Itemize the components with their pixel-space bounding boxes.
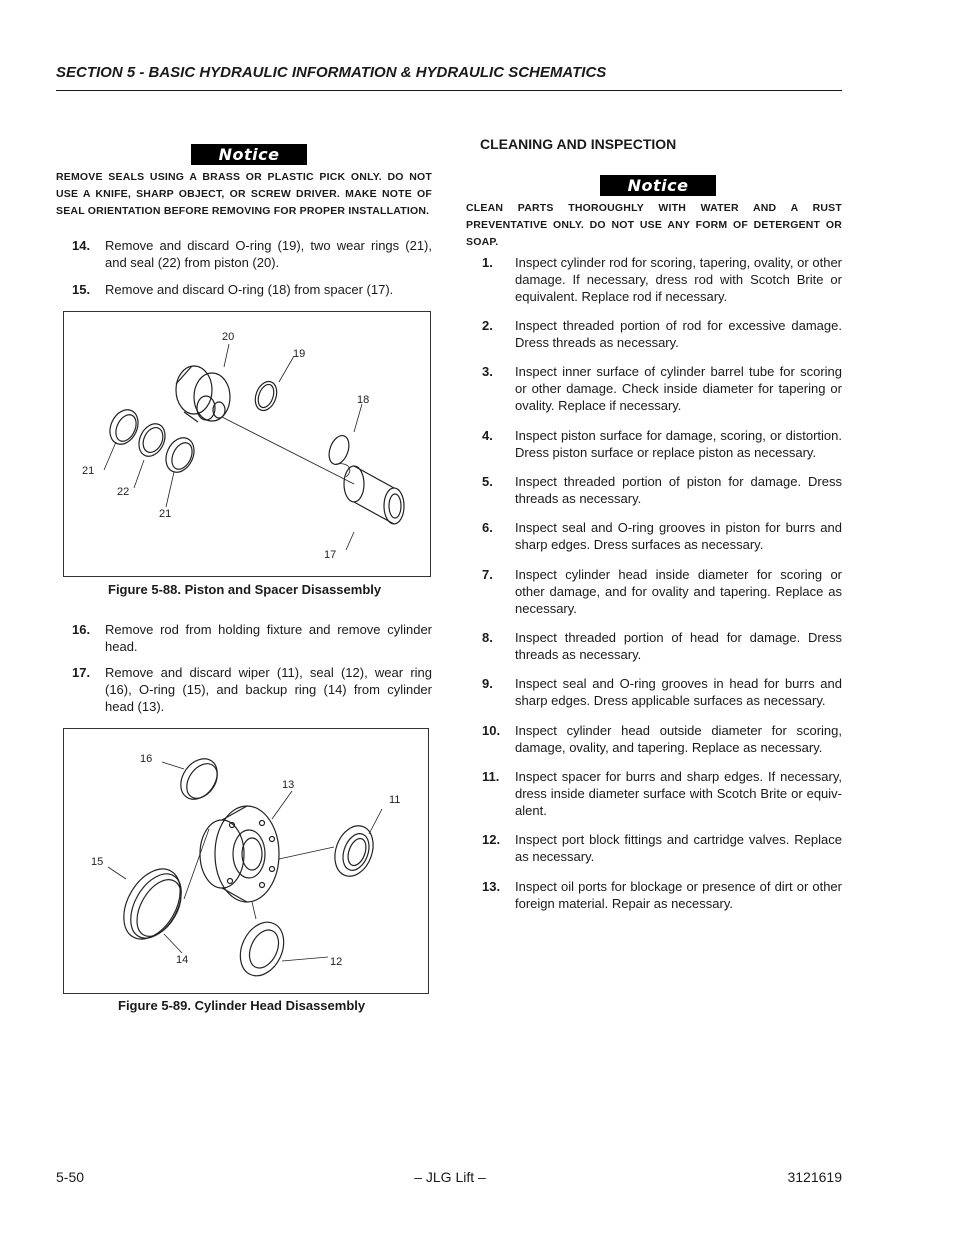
step-text: Inspect spacer for burrs and sharp edges. If necessary, dress inside diameter surface with Scotch Brite or equiv-alent. xyxy=(515,769,842,818)
figure-88-caption: Figure 5-88. Piston and Spacer Disassembly xyxy=(108,582,382,597)
step-text: Inspect piston surface for damage, scoring, or distortion. Dress piston surface or replace piston as necessary. xyxy=(515,428,842,460)
notice-badge-right: Notice xyxy=(600,175,716,196)
label-21-left: 21 xyxy=(82,465,95,477)
label-15: 15 xyxy=(91,856,104,868)
step-number: 6. xyxy=(482,520,493,535)
label-21-right: 21 xyxy=(159,508,172,520)
step-number: 5. xyxy=(482,474,493,489)
inspect-step-11 xyxy=(482,768,842,819)
cleaning-inspection-heading: CLEANING AND INSPECTION xyxy=(480,136,677,152)
label-22: 22 xyxy=(117,486,130,498)
step-text: Inspect cylinder head inside diameter for scoring or other damage, and for ovality and tapering. Replace as necessary. xyxy=(515,567,842,616)
inspect-step-12 xyxy=(482,831,842,865)
label-12: 12 xyxy=(330,956,343,968)
cylinder-head-drawing xyxy=(64,729,428,993)
step-number: 9. xyxy=(482,676,493,691)
doc-number: 3121619 xyxy=(787,1169,842,1185)
label-14: 14 xyxy=(176,954,189,966)
step-number: 12. xyxy=(482,832,501,847)
section-header xyxy=(56,64,842,91)
step-number: 13. xyxy=(482,879,501,894)
label-16: 16 xyxy=(140,753,153,765)
inspect-step-4 xyxy=(482,427,842,461)
step-number: 17. xyxy=(72,665,91,680)
figure-89-caption: Figure 5-89. Cylinder Head Disassembly xyxy=(118,998,366,1013)
inspect-step-1 xyxy=(482,254,842,305)
step-text: Inspect seal and O-ring grooves in piston for burrs and sharp edges. Dress surfaces as necessary. xyxy=(515,520,842,552)
inspect-step-5 xyxy=(482,473,842,507)
step-text: Remove and discard O-ring (18) from spacer (17). xyxy=(105,282,394,297)
label-17: 17 xyxy=(324,549,337,561)
step-text: Inspect inner surface of cylinder barrel tube for scoring or other damage. Check inside diameter for tapering or ovality. Replace if necessary. xyxy=(515,364,842,413)
label-13: 13 xyxy=(282,779,295,791)
section-title: SECTION 5 - BASIC HYDRAULIC INFORMATION & HYDRAULIC SCHEMATICS xyxy=(56,64,607,81)
piston-spacer-drawing xyxy=(64,312,430,576)
step-number: 14. xyxy=(72,238,91,253)
inspect-step-13 xyxy=(482,878,842,912)
notice-text-left: REMOVE SEALS USING A BRASS OR PLASTIC PICK ONLY. DO NOT USE A KNIFE, SHARP OBJECT, OR SCREW DRIVER. MAKE NOTE OF SEAL ORIENTATION BEFORE REMOVING FOR PROPER INSTALLATION. xyxy=(56,171,432,217)
step-number: 7. xyxy=(482,567,493,582)
inspect-step-6 xyxy=(482,519,842,553)
step-number: 3. xyxy=(482,364,493,379)
step-text: Inspect threaded portion of rod for excessive damage. Dress threads as necessary. xyxy=(515,318,842,350)
step-17 xyxy=(72,664,432,715)
step-text: Inspect threaded portion of head for damage. Dress threads as necessary. xyxy=(515,630,842,662)
step-text: Remove and discard O-ring (19), two wear rings (21), and seal (22) from piston (20). xyxy=(105,238,432,270)
step-number: 8. xyxy=(482,630,493,645)
step-text: Remove and discard wiper (11), seal (12), wear ring (16), O-ring (15), and backup ring (14) from cylinder head (13). xyxy=(105,665,432,714)
label-19: 19 xyxy=(293,348,306,360)
step-15 xyxy=(72,281,432,298)
step-text: Remove rod from holding fixture and remove cylinder head. xyxy=(105,622,432,654)
notice-badge-left: Notice xyxy=(191,144,307,165)
label-18: 18 xyxy=(357,394,370,406)
step-16 xyxy=(72,621,432,655)
figure-piston-spacer xyxy=(63,311,431,577)
inspect-step-8 xyxy=(482,629,842,663)
figure-cylinder-head xyxy=(63,728,429,994)
step-number: 2. xyxy=(482,318,493,333)
step-text: Inspect port block fittings and cartridge valves. Replace as necessary. xyxy=(515,832,842,864)
inspect-step-3 xyxy=(482,363,842,414)
step-number: 4. xyxy=(482,428,493,443)
step-text: Inspect oil ports for blockage or presence of dirt or other foreign material. Repair as necessary. xyxy=(515,879,842,911)
footer-brand: – JLG Lift – xyxy=(414,1169,486,1185)
page-number: 5-50 xyxy=(56,1169,85,1185)
step-text: Inspect cylinder rod for scoring, tapering, ovality, or other damage. If necessary, dress rod with Scotch Brite or equivalent. Replace rod if necessary. xyxy=(515,255,842,304)
label-20: 20 xyxy=(222,331,235,343)
step-number: 16. xyxy=(72,622,91,637)
inspect-step-7 xyxy=(482,566,842,617)
label-11: 11 xyxy=(389,794,401,806)
step-text: Inspect threaded portion of piston for damage. Dress threads as necessary. xyxy=(515,474,842,506)
inspect-step-10 xyxy=(482,722,842,756)
step-number: 15. xyxy=(72,282,91,297)
step-number: 1. xyxy=(482,255,493,270)
inspect-step-9 xyxy=(482,675,842,709)
step-14 xyxy=(72,237,432,271)
step-number: 11. xyxy=(482,769,500,784)
notice-text-right: CLEAN PARTS THOROUGHLY WITH WATER AND A RUST PREVENTATIVE ONLY. DO NOT USE ANY FORM OF DETERGENT OR SOAP. xyxy=(466,202,842,248)
step-number: 10. xyxy=(482,723,501,738)
step-text: Inspect cylinder head outside diameter for scoring, damage, ovality, and tapering. Replace as necessary. xyxy=(515,723,842,755)
inspect-step-2 xyxy=(482,317,842,351)
step-text: Inspect seal and O-ring grooves in head for burrs and sharp edges. Dress applicable surfaces as necessary. xyxy=(515,676,842,708)
